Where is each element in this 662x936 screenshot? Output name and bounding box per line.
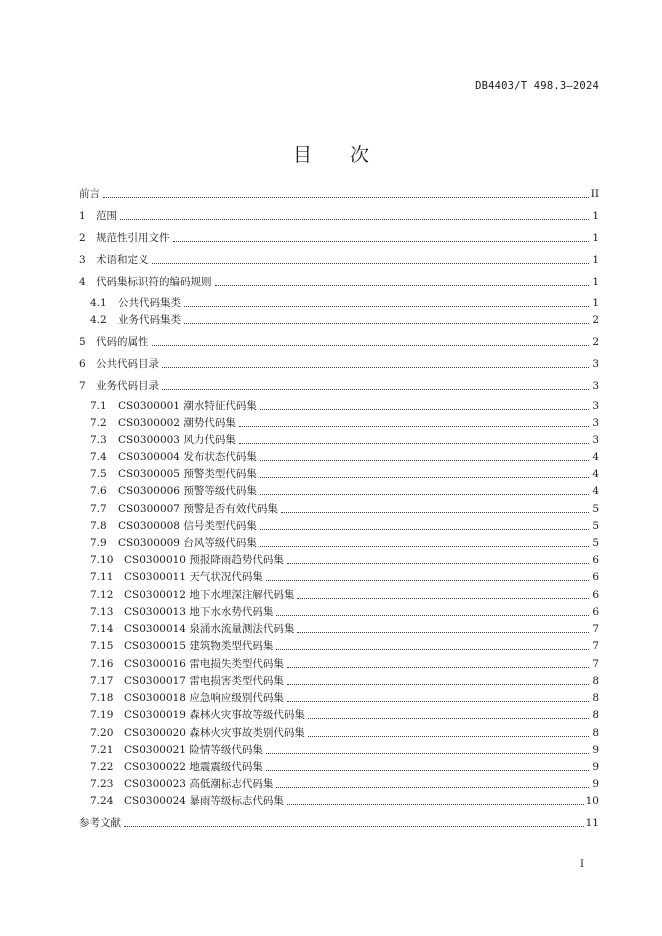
toc-entry-title: 代码集标识符的编码规则	[96, 276, 212, 288]
toc-entry-number: 7.4	[90, 451, 107, 463]
toc-entry-title: CS0300020 森林火灾事故类别代码集	[124, 727, 305, 739]
toc-entry-page: 1	[592, 210, 599, 222]
toc-entry-title: CS0300017 雷电损害类型代码集	[124, 675, 284, 687]
toc-entry-page: 5	[592, 503, 599, 515]
toc-entry-page: 7	[592, 623, 599, 635]
dot-leader	[266, 769, 589, 771]
toc-entry-title: CS0300004 发布状态代码集	[118, 451, 257, 463]
toc-entry[interactable]	[90, 588, 599, 602]
toc-entry[interactable]	[79, 209, 599, 223]
toc-entry[interactable]	[79, 357, 599, 371]
toc-entry-title: CS0300003 风力代码集	[118, 434, 236, 446]
toc-entry-number: 2	[79, 232, 86, 244]
dot-leader	[152, 262, 590, 264]
toc-entry-number: 3	[79, 254, 86, 266]
toc-entry-title: 前言	[79, 188, 100, 200]
toc-entry[interactable]	[79, 379, 599, 393]
toc-entry-title: CS0300009 台风等级代码集	[118, 537, 257, 549]
dot-leader	[184, 322, 589, 324]
toc-entry-page: 6	[592, 554, 599, 566]
toc-entry-number: 4	[79, 276, 86, 288]
dot-leader	[260, 493, 589, 495]
toc-entry[interactable]	[90, 760, 599, 774]
dot-leader	[239, 442, 589, 444]
toc-entry-number: 4.2	[90, 314, 107, 326]
dot-leader	[276, 648, 589, 650]
toc-entry-title: CS0300008 信号类型代码集	[118, 520, 257, 532]
toc-entry-title: 业务代码集类	[118, 314, 181, 326]
dot-leader	[276, 786, 589, 788]
toc-entry-page: 3	[592, 358, 599, 370]
dot-leader	[260, 408, 589, 410]
toc-entry-page: II	[590, 188, 599, 200]
toc-entry-title: 规范性引用文件	[96, 232, 170, 244]
dot-leader	[215, 284, 590, 286]
toc-entry-number: 7.1	[90, 400, 107, 412]
toc-entry-page: 11	[585, 817, 599, 829]
dot-leader	[287, 700, 589, 702]
toc-entry[interactable]	[90, 313, 599, 327]
toc-entry-page: 10	[585, 795, 599, 807]
toc-entry[interactable]	[90, 639, 599, 653]
toc-entry-title: 公共代码集类	[118, 297, 181, 309]
toc-entry-number: 7.24	[90, 795, 114, 807]
toc-entry[interactable]	[90, 777, 599, 791]
toc-entry-title: CS0300010 预报降雨趋势代码集	[124, 554, 284, 566]
toc-entry-number: 7.11	[90, 571, 114, 583]
toc-entry-title: 参考文献	[79, 817, 121, 829]
toc-entry[interactable]	[90, 416, 599, 430]
toc-entry[interactable]	[90, 502, 599, 516]
toc-entry-title: CS0300006 预警等级代码集	[118, 485, 257, 497]
dot-leader	[281, 511, 589, 513]
toc-entry[interactable]	[90, 296, 599, 310]
dot-leader	[308, 717, 589, 719]
toc-entry[interactable]	[79, 816, 599, 830]
toc-entry-number: 7.20	[90, 727, 114, 739]
toc-entry-title: CS0300014 泉涌水流量测法代码集	[124, 623, 295, 635]
toc-entry-number: 7.15	[90, 640, 114, 652]
toc-entry-title: 代码的属性	[96, 336, 149, 348]
dot-leader	[297, 597, 589, 599]
dot-leader	[276, 614, 589, 616]
toc-entry[interactable]	[90, 519, 599, 533]
toc-entry-page: 3	[592, 417, 599, 429]
toc-entry-page: 8	[592, 727, 599, 739]
toc-entry-title: 范围	[96, 210, 117, 222]
toc-entry[interactable]	[79, 231, 599, 245]
toc-entry-title: 术语和定义	[96, 254, 149, 266]
dot-leader	[287, 562, 589, 564]
toc-entry-page: 5	[592, 537, 599, 549]
toc-entry-title: CS0300016 雷电损失类型代码集	[124, 658, 284, 670]
toc-entry[interactable]	[90, 536, 599, 550]
toc-entry-page: 5	[592, 520, 599, 532]
toc-entry[interactable]	[90, 450, 599, 464]
toc-entry-page: 7	[592, 658, 599, 670]
dot-leader	[124, 825, 584, 827]
toc-entry-title: CS0300023 高低潮标志代码集	[124, 778, 274, 790]
toc-entry[interactable]	[90, 657, 599, 671]
toc-entry-title: CS0300019 森林火灾事故等级代码集	[124, 709, 305, 721]
toc-entry-page: 8	[592, 675, 599, 687]
toc-entry-number: 1	[79, 210, 86, 222]
toc-entry[interactable]	[79, 253, 599, 267]
toc-entry-number: 7.6	[90, 485, 107, 497]
toc-entry-title: CS0300001 潮水特征代码集	[118, 400, 257, 412]
toc-entry-title: CS0300022 地震震级代码集	[124, 761, 263, 773]
toc-entry[interactable]	[90, 553, 599, 567]
toc-entry-page: 1	[592, 254, 599, 266]
toc-entry[interactable]	[90, 622, 599, 636]
toc-entry[interactable]	[90, 708, 599, 722]
toc-entry-title: CS0300018 应急响应级别代码集	[124, 692, 284, 704]
toc-entry-page: 9	[592, 761, 599, 773]
toc-entry[interactable]	[79, 275, 599, 289]
toc-entry[interactable]	[90, 674, 599, 688]
toc-entry-number: 7.9	[90, 537, 107, 549]
toc-entry-number: 7.23	[90, 778, 114, 790]
toc-entry-page: 8	[592, 709, 599, 721]
dot-leader	[260, 528, 589, 530]
toc-entry-page: 1	[592, 297, 599, 309]
toc-entry-page: 2	[592, 314, 599, 326]
toc-title: 目次	[292, 144, 407, 166]
toc-entry-number: 7.7	[90, 503, 107, 515]
toc-entry[interactable]	[90, 467, 599, 481]
dot-leader	[287, 803, 584, 805]
dot-leader	[260, 459, 589, 461]
toc-entry[interactable]	[90, 743, 599, 757]
toc-entry-number: 7.17	[90, 675, 114, 687]
dot-leader	[266, 579, 589, 581]
toc-entry-number: 7.3	[90, 434, 107, 446]
dot-leader	[120, 218, 589, 220]
toc-entry-number: 7.8	[90, 520, 107, 532]
dot-leader	[308, 735, 589, 737]
dot-leader	[297, 631, 589, 633]
dot-leader	[287, 683, 589, 685]
toc-entry-number: 7.16	[90, 658, 114, 670]
toc-entry-title: CS0300024 暴雨等级标志代码集	[124, 795, 284, 807]
dot-leader	[260, 545, 589, 547]
toc-entry-page: 3	[592, 434, 599, 446]
toc-entry-number: 7.18	[90, 692, 114, 704]
toc-entry-title: CS0300012 地下水埋深注解代码集	[124, 589, 295, 601]
toc-entry-title: CS0300015 建筑物类型代码集	[124, 640, 274, 652]
toc-entry[interactable]	[90, 726, 599, 740]
toc-entry-number: 6	[79, 358, 86, 370]
dot-leader	[266, 752, 589, 754]
toc-entry-title: CS0300013 地下水水势代码集	[124, 606, 274, 618]
toc-entry-page: 6	[592, 571, 599, 583]
toc-entry-title: CS0300021 险情等级代码集	[124, 744, 263, 756]
toc-entry[interactable]	[79, 187, 599, 201]
toc-entry-number: 7.10	[90, 554, 114, 566]
dot-leader	[239, 425, 589, 427]
toc-entry[interactable]	[90, 794, 599, 808]
toc-entry-number: 7.22	[90, 761, 114, 773]
toc-entry[interactable]	[90, 433, 599, 447]
document-code: DB4403/T 498.3—2024	[475, 80, 599, 92]
toc-entry-page: 2	[592, 336, 599, 348]
dot-leader	[152, 344, 590, 346]
toc-entry-number: 7.2	[90, 417, 107, 429]
toc-entry-title: CS0300007 预警是否有效代码集	[118, 503, 278, 515]
page-number: I	[580, 859, 584, 870]
toc-entry-title: CS0300011 天气状况代码集	[124, 571, 263, 583]
toc-entry-page: 6	[592, 589, 599, 601]
toc-entry-page: 4	[592, 468, 599, 480]
toc-entry-title: CS0300002 潮势代码集	[118, 417, 236, 429]
toc-entry[interactable]	[90, 399, 599, 413]
dot-leader	[103, 196, 589, 198]
toc-entry-page: 9	[592, 778, 599, 790]
dot-leader	[287, 666, 589, 668]
toc-entry-number: 7.12	[90, 589, 114, 601]
toc-entry[interactable]	[90, 605, 599, 619]
dot-leader	[162, 366, 589, 368]
toc-entry[interactable]	[90, 484, 599, 498]
toc-entry-title: CS0300005 预警类型代码集	[118, 468, 257, 480]
toc-entry-number: 7.21	[90, 744, 114, 756]
dot-leader	[173, 240, 590, 242]
toc-entry-title: 公共代码目录	[96, 358, 159, 370]
toc-entry[interactable]	[79, 335, 599, 349]
toc-entry-page: 3	[592, 380, 599, 392]
toc-entry-number: 7.5	[90, 468, 107, 480]
toc-entry-title: 业务代码目录	[96, 380, 159, 392]
toc-entry-page: 4	[592, 451, 599, 463]
toc-entry-page: 9	[592, 744, 599, 756]
toc-entry-page: 4	[592, 485, 599, 497]
toc-entry-number: 7.19	[90, 709, 114, 721]
toc-entry[interactable]	[90, 570, 599, 584]
toc-entry-number: 4.1	[90, 297, 107, 309]
toc-entry-page: 6	[592, 606, 599, 618]
toc-entry-page: 3	[592, 400, 599, 412]
toc-entry-number: 7.13	[90, 606, 114, 618]
toc-entry-page: 1	[592, 232, 599, 244]
toc-entry-page: 7	[592, 640, 599, 652]
dot-leader	[162, 388, 589, 390]
toc-entry[interactable]	[90, 691, 599, 705]
dot-leader	[184, 305, 589, 307]
toc-entry-page: 1	[592, 276, 599, 288]
toc-entry-number: 7	[79, 380, 86, 392]
toc-entry-page: 8	[592, 692, 599, 704]
toc-entry-number: 7.14	[90, 623, 114, 635]
toc-entry-number: 5	[79, 336, 86, 348]
dot-leader	[260, 476, 589, 478]
